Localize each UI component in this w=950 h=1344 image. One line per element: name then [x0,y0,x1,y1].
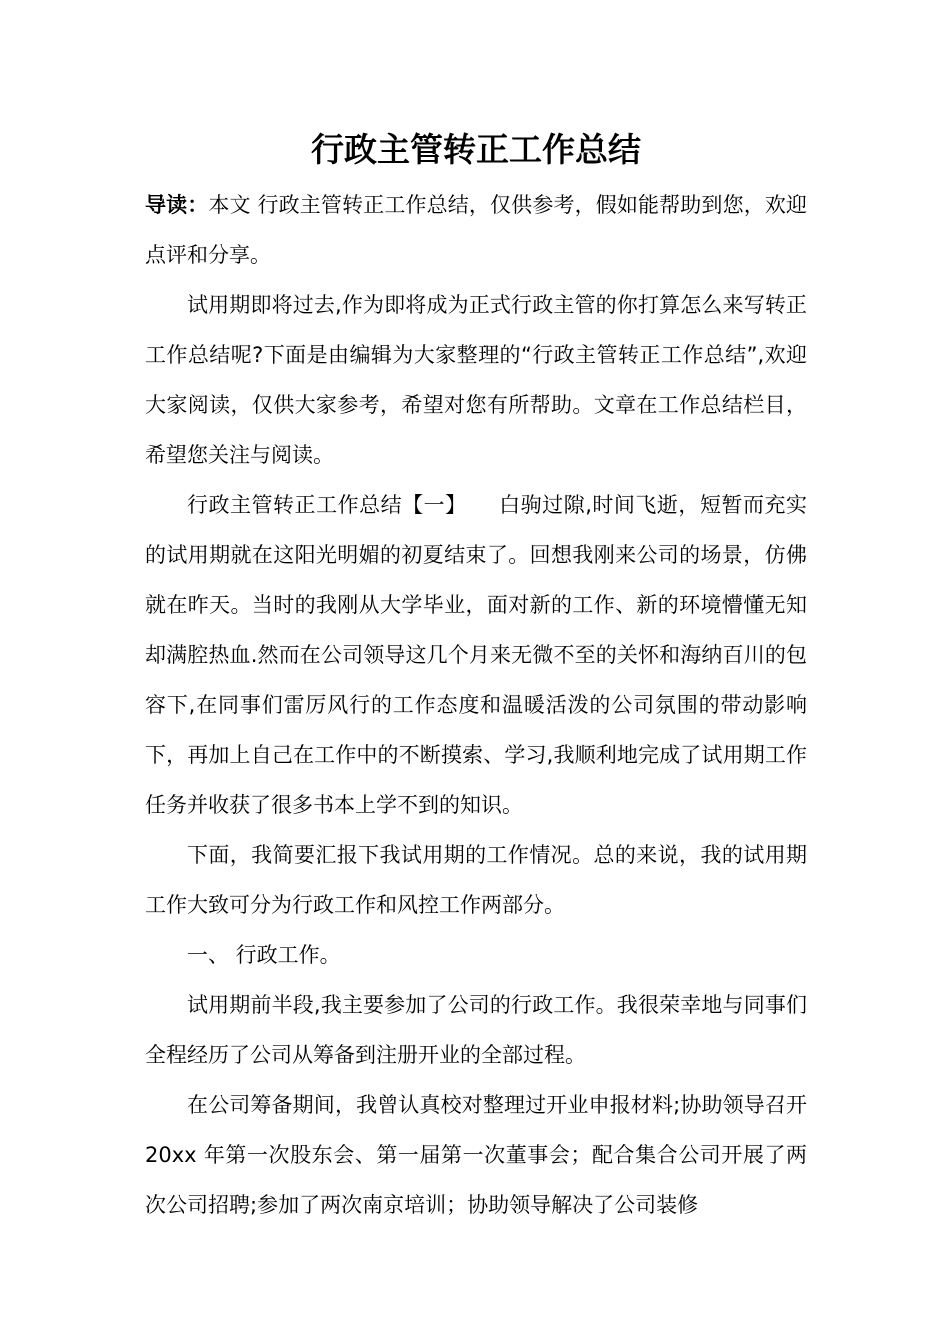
document-title: 行政主管转正工作总结 [311,130,641,169]
body-paragraph: 试用期即将过去,作为即将成为正式行政主管的你打算怎么来写转正工作总结呢?下面是由编辑为大家整理的“行政主管转正工作总结”,欢迎大家阅读，仅供大家参考，希望对您有所帮助。文章在工作总结栏目，希望您关注与阅读。 [145,293,807,467]
lead-label: 导读： [145,193,209,217]
lead-text: 本文 行政主管转正工作总结，仅供参考，假如能帮助到您，欢迎点评和分享。 [145,193,807,267]
body-paragraph: 在公司筹备期间，我曾认真校对整理过开业申报材料;协助领导召开 20xx 年第一次股东会、第一届第一次董事会；配合集合公司开展了两次公司招聘;参加了两次南京培训；协助领导解决了公司装修 [145,1093,807,1217]
section-heading: 一、 行政工作。 [187,943,341,967]
document-page [145,122,807,1230]
body-paragraph: 下面，我简要汇报下我试用期的工作情况。总的来说，我的试用期工作大致可分为行政工作和风控工作两部分。 [145,843,807,917]
body-paragraph: 行政主管转正工作总结【一】 白驹过隙,时间飞逝，短暂而充实的试用期就在这阳光明媚的初夏结束了。回想我刚来公司的场景，仿佛就在昨天。当时的我刚从大学毕业，面对新的工作、新的环境懵懂无知却满腔热血.然而在公司领导这几个月来无微不至的关怀和海纳百川的包容下,在同事们雷厉风行的工作态度和温暖活泼的公司氛围的带动影响下，再加上自己在工作中的不断摸索、学习,我顺利地完成了试用期工作任务并收获了很多书本上学不到的知识。 [145,493,807,817]
body-paragraph: 试用期前半段,我主要参加了公司的行政工作。我很荣幸地与同事们全程经历了公司从筹备到注册开业的全部过程。 [145,993,807,1067]
lead-paragraph [145,180,807,280]
